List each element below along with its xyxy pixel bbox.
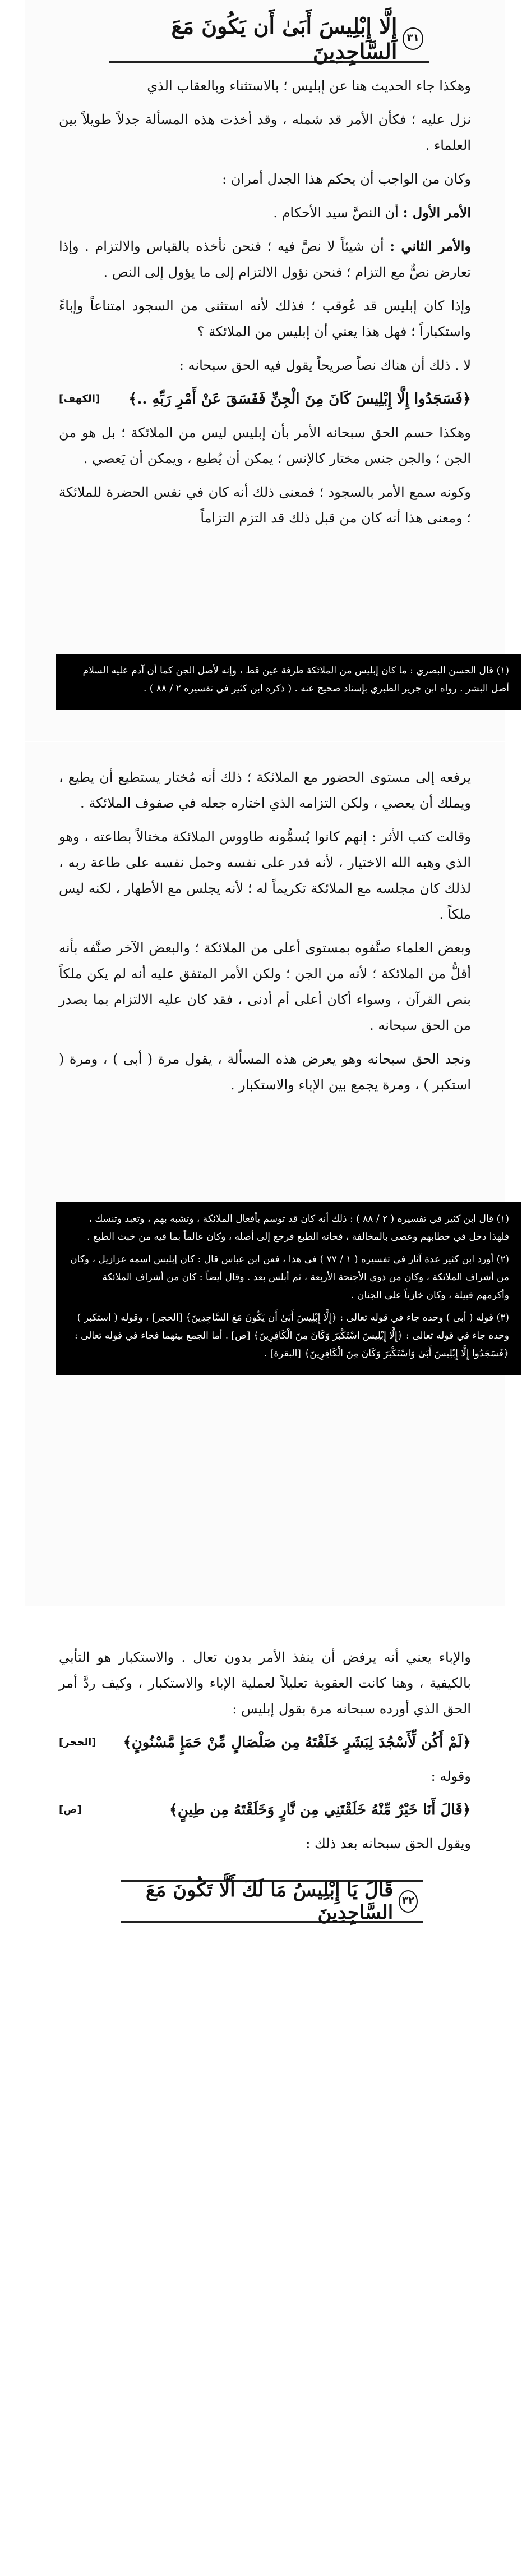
paragraph: لا . ذلك أن هناك نصاً صريحاً يقول فيه الحق سبحانه : (179, 357, 471, 373)
paragraph: وقالت كتب الأثر : إنهم كانوا يُسمُّونه طاووس الملائكة مختالاً بطاعته ، وهو الذي وهبه الله الاختيار ، لأنه قدر على نفسه وحمل نفسه على طاعة ربه ، لذلك كان مجلسه مع الملائكة تكريماً له ؛ لأنه يجلس مع الأطهار ، لكنه ليس ملكاً . (59, 829, 471, 922)
paragraph: وهكذا حسم الحق سبحانه الأمر بأن إبليس ليس من الملائكة ؛ بل هو من الجن ؛ والجن جنس مختار كالإنس ؛ يمكن أن يُطيع ، ويمكن أن يَعصي . (59, 425, 471, 466)
paragraph: والإباء يعني أنه يرفض أن ينفذ الأمر بدون تعال . والاستكبار هو التأبي بالكيفية ، وهنا كانت العقوبة تعليلاً لعملية الإباء والاستكبار ، وكيف ردَّ أمر الحق الذي أورده سبحانه مرة بقول إبليس : (59, 1649, 471, 1717)
paragraph: ويقول الحق سبحانه بعد ذلك : (306, 1836, 471, 1851)
page-three (25, 1628, 505, 2576)
ayah-number-ornament: ٣١ (403, 27, 423, 50)
quran-verse (59, 1797, 471, 1823)
paragraph: وكونه سمع الأمر بالسجود ؛ فمعنى ذلك أنه كان في نفس الحضرة للملائكة ؛ ومعنى هذا أنه كان من قبل ذلك قد التزم التزاماً (59, 484, 471, 526)
paragraph-text: أن شيئاً لا نصَّ فيه ؛ فنحن نأخذه بالقياس والالتزام . وإذا تعارض نصٌّ مع التزام ؛ فنحن نؤول الالتزام إلى ما يؤول إلى النص . (59, 239, 471, 280)
footnote-box (56, 654, 521, 710)
paragraph: وقوله : (431, 1768, 471, 1784)
surah-tag: [الكهف] (59, 393, 100, 405)
paragraph: ونجد الحق سبحانه وهو يعرض هذه المسألة ، يقول مرة ( أبى ) ، ومرة ( استكبر ) ، ومرة يجمع بين الإباء والاستكبار . (59, 1051, 471, 1093)
page-one (25, 0, 509, 741)
quran-verse (59, 1730, 471, 1755)
footnotes-box (56, 1202, 521, 1375)
main-text-section-3 (59, 1644, 471, 1864)
bold-heading: الأمر الأول : (403, 204, 471, 221)
ayah-header-banner (109, 15, 429, 63)
paragraph: وهكذا جاء الحديث هنا عن إبليس ؛ بالاستثناء وبالعقاب الذي (147, 78, 471, 94)
ayah-header-text: إِلَّا إِبْلِيسَ أَبَىٰ أَن يَكُونَ مَعَ السَّاجِدِينَ (171, 13, 398, 64)
paragraph: وإذا كان إبليس قد عُوقب ؛ فذلك لأنه استثنى من السجود امتناعاً وإباءً واستكباراً ؛ فهل هذا يعني أن إبليس من الملائكة ؟ (59, 298, 471, 340)
ayah-number-ornament: ٣٢ (399, 1890, 418, 1913)
paragraph: وبعض العلماء صنَّفوه بمستوى أعلى من الملائكة ؛ والبعض الآخر صنَّفه بأنه أقلُّ من الملائكة ؛ لأنه من الجن ؛ ولكن الأمر المتفق عليه أنه لم يكن ملكاً بنص القرآن ، وسواء أكان أعلى أم أدنى ، فقد كان عليه الالتزام بما يصدر من الحق سبحانه . (59, 940, 471, 1033)
paragraph (59, 200, 471, 226)
footnote: (٣) قوله ( أبى ) وحده جاء في قوله تعالى : ﴿إِلَّا إِبْلِيسَ أَبَىٰ أَن يَكُونَ مَعَ السَّاجِدِينَ﴾ [الحجر] ، وقوله ( استكبر ) وحده جاء في قوله تعالى : ﴿إِلَّا إِبْلِيسَ اسْتَكْبَرَ وَكَانَ مِنَ الْكَافِرِينَ﴾ [ص] . أما الجمع بينهما فجاء في قوله تعالى : ﴿فَسَجَدُوا إِلَّا إِبْلِيسَ أَبَىٰ وَاسْتَكْبَرَ وَكَانَ مِنَ الْكَافِرِينَ﴾ [البقرة] . (74, 1312, 509, 1359)
surah-tag: [ص] (59, 1804, 82, 1816)
footnote: (١) قال الحسن البصري : ما كان إبليس من الملائكة طرفة عين قط ، وإنه لأصل الجن كما أن آدم عليه السلام أصل البشر . رواه ابن جرير الطبري بإسناد صحيح عنه . ( ذكره ابن كثير في تفسيره ٢ / ٨٨ ) . (82, 665, 509, 694)
main-text-section-1 (59, 73, 471, 539)
verse-text: ﴿فَسَجَدُوا إِلَّا إِبْلِيسَ كَانَ مِنَ الْجِنِّ فَفَسَقَ عَنْ أَمْرِ رَبِّهِ ..﴾ (128, 391, 471, 407)
paragraph: وكان من الواجب أن يحكم هذا الجدل أمران : (222, 171, 471, 187)
paragraph (59, 233, 471, 285)
footnote: (٢) أورد ابن كثير عدة آثار في تفسيره ( ١ / ٧٧ ) في هذا ، فعن ابن عباس قال : كان إبليس اسمه عزازيل ، وكان من أشراف الملائكة ، وكان من ذوي الأجنحة الأربعة ، ثم أبلس بعد . وقال أيضاً : كان من أشراف الملائكة وأكرمهم قبيلة ، وكان خازناً على الجنان . (70, 1254, 509, 1301)
verse-text: ﴿قَالَ أَنَا خَيْرٌ مِّنْهُ خَلَقْتَنِي مِن نَّارٍ وَخَلَقْتَهُ مِن طِينٍ﴾ (169, 1802, 471, 1818)
paragraph-text: أن النصَّ سيد الأحكام . (273, 205, 399, 221)
bold-heading: والأمر الثاني : (390, 238, 471, 254)
surah-tag: [الحجر] (59, 1736, 96, 1748)
footnote: (١) قال ابن كثير في تفسيره ( ٢ / ٨٨ ) : ذلك أنه كان قد توسم بأفعال الملائكة ، وتشبه بهم ، وتعبد وتنسك ، فلهذا دخل في خطابهم وعصى بالمخالفة ، فخانه الطبع فرجع إلى أصله ، وكان عالماً بما فيه من خبث الطبع . (87, 1213, 509, 1243)
verse-text: ﴿لَمْ أَكُن لِّأَسْجُدَ لِبَشَرٍ خَلَقْتَهُ مِن صَلْصَالٍ مِّنْ حَمَإٍ مَّسْنُونٍ﴾ (123, 1734, 471, 1751)
paragraph: نزل عليه ؛ فكأن الأمر قد شمله ، وقد أخذت هذه المسألة جدلاً طويلاً بين العلماء . (59, 112, 471, 153)
main-text-section-2 (59, 764, 471, 1106)
page-two (25, 742, 509, 1606)
paragraph: يرفعه إلى مستوى الحضور مع الملائكة ؛ ذلك أنه مُختار يستطيع أن يطيع ، ويملك أن يعصي ، ولكن التزامه الذي اختاره جعله في صفوف الملائكة . (59, 769, 471, 811)
ayah-closing-banner (121, 1880, 423, 1923)
ayah-closing-text: قَالَ يَا إِبْلِيسُ مَا لَكَ أَلَّا تَكُونَ مَعَ السَّاجِدِينَ (145, 1879, 394, 1924)
quran-verse (59, 386, 471, 412)
